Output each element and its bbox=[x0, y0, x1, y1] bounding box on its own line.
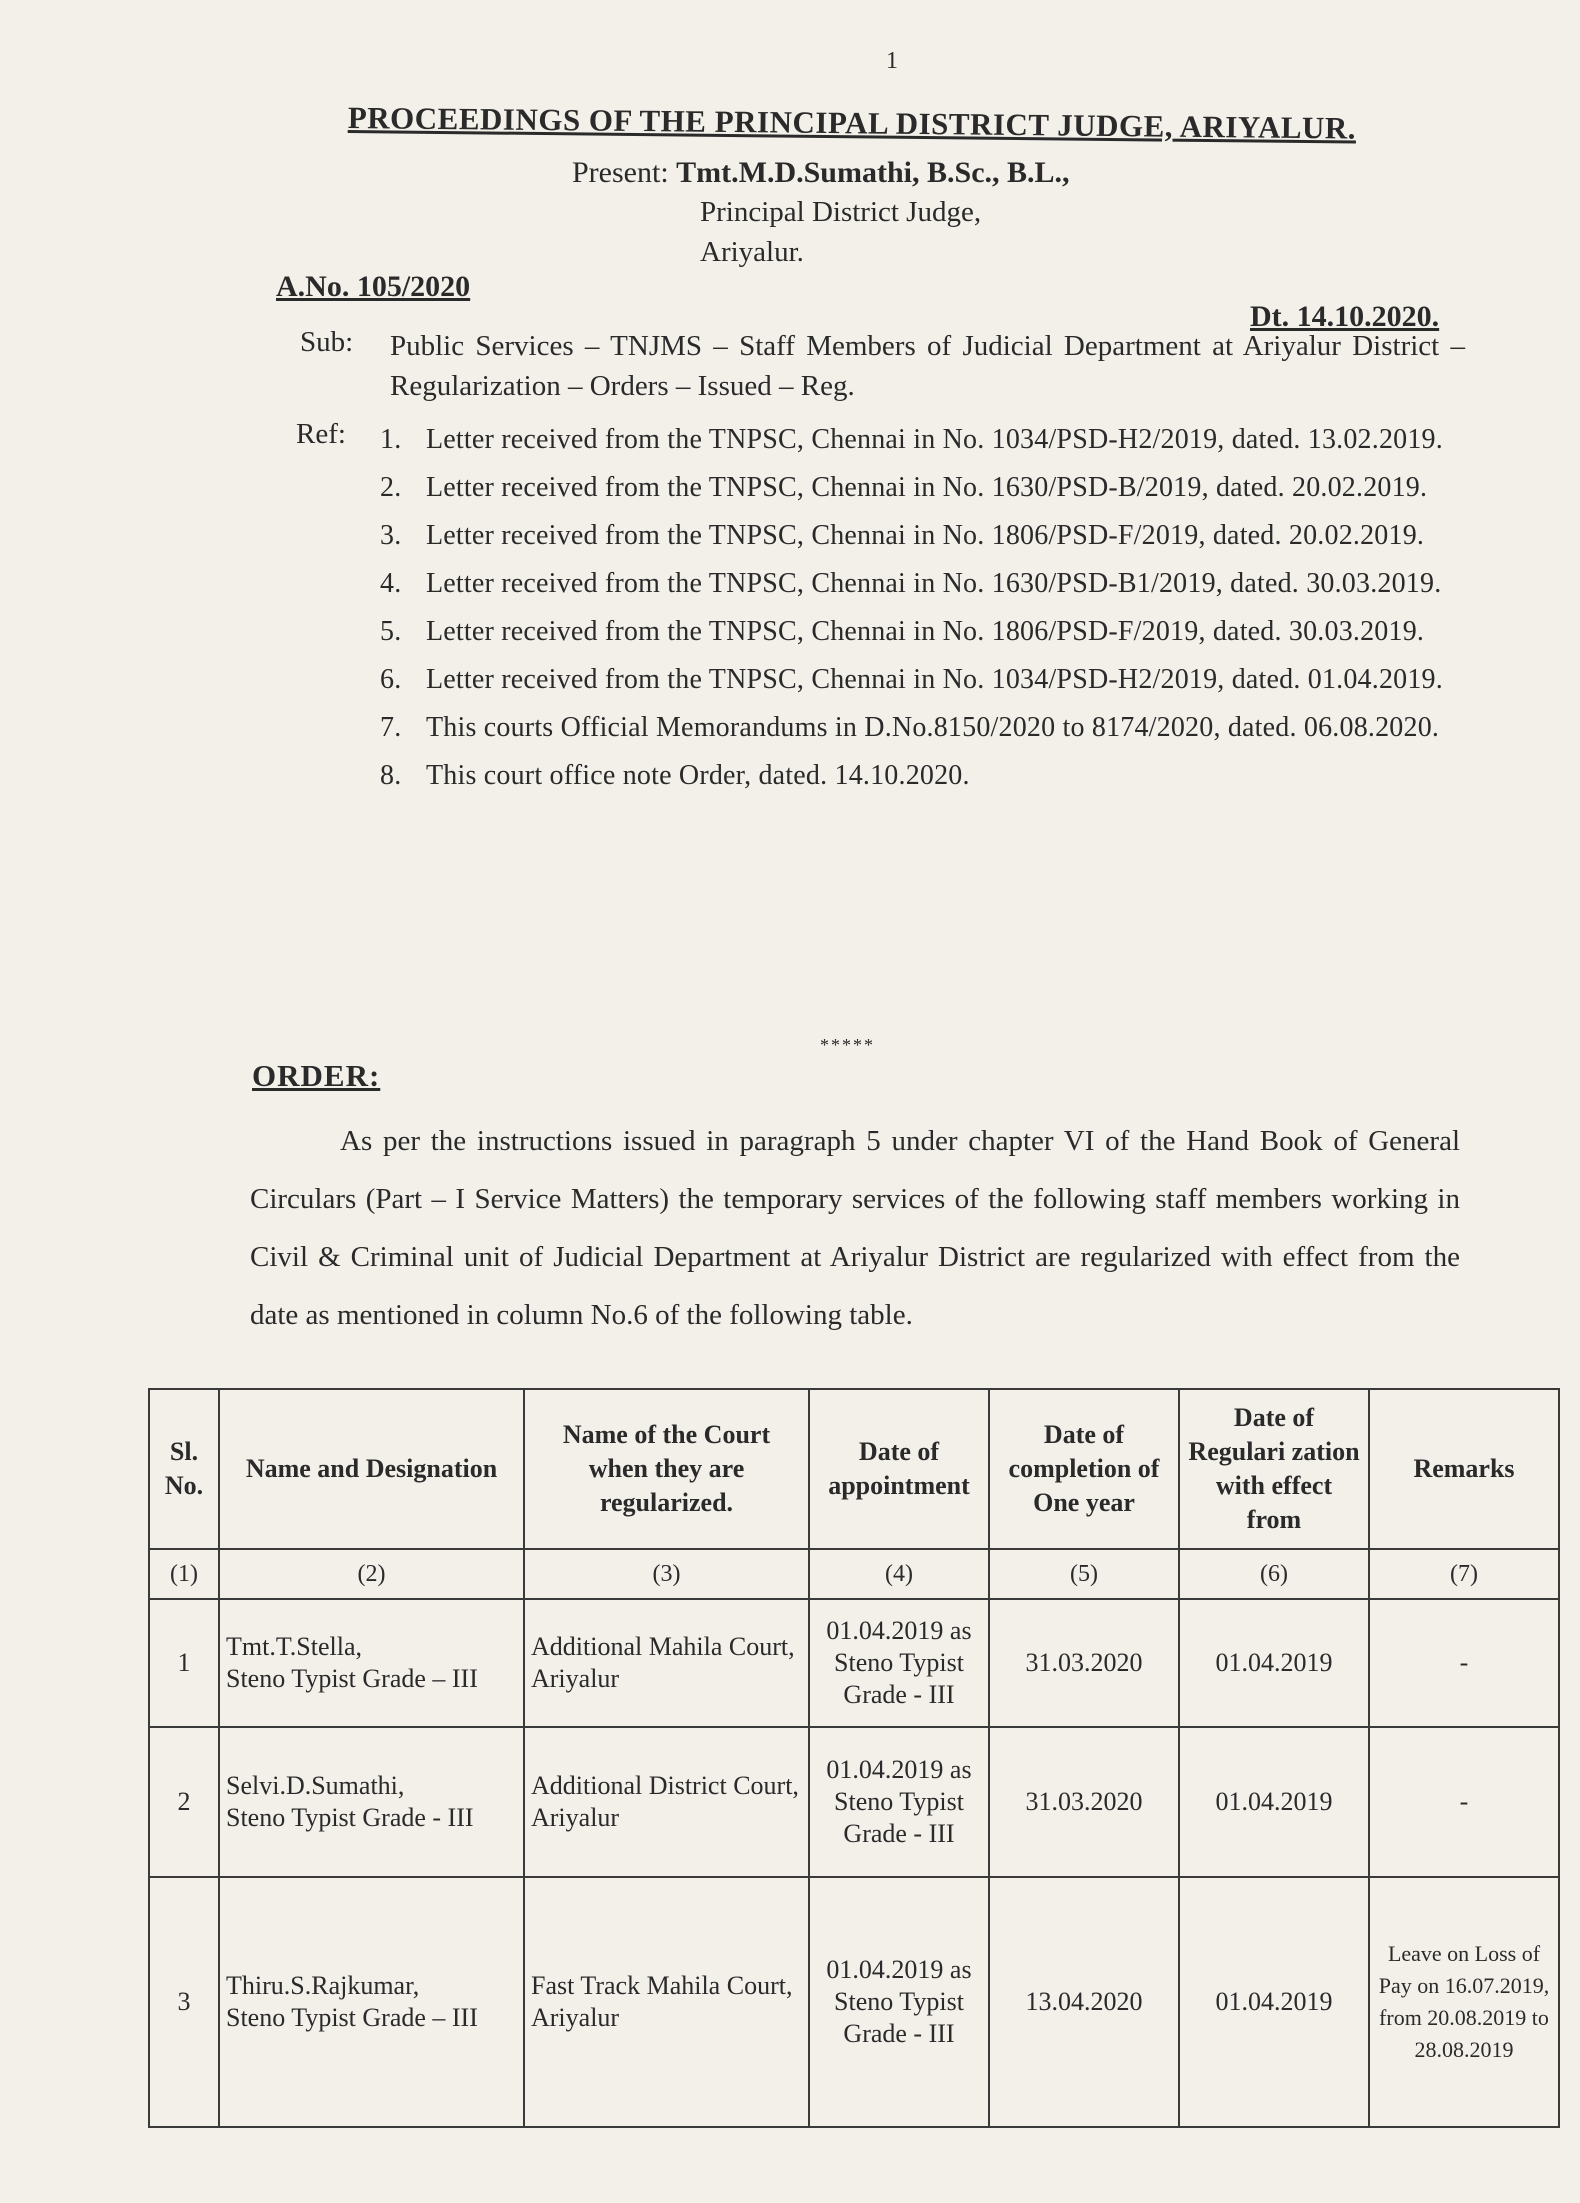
header-appointment: Date of appointment bbox=[809, 1389, 989, 1549]
page-number: 1 bbox=[886, 48, 898, 74]
reference-list bbox=[380, 424, 1450, 808]
header-sl-no: Sl. No. bbox=[149, 1389, 219, 1549]
subject-label: Sub: bbox=[300, 326, 354, 358]
cell-completion: 31.03.2020 bbox=[989, 1599, 1179, 1727]
present-label: Present: bbox=[572, 156, 669, 189]
reference-item: 8. This court office note Order, dated. 14.10.2020. bbox=[380, 760, 970, 791]
header-regularization: Date of Regulari zation with effect from bbox=[1179, 1389, 1369, 1549]
cell-sl: 3 bbox=[149, 1877, 219, 2127]
cell-regularization: 01.04.2019 bbox=[1179, 1877, 1369, 2127]
table-header-row bbox=[149, 1389, 1559, 1549]
table-row bbox=[149, 1877, 1559, 2127]
cell-court: Additional Mahila Court, Ariyalur bbox=[524, 1599, 809, 1727]
column-number: (6) bbox=[1179, 1549, 1369, 1599]
judge-designation: Principal District Judge, bbox=[700, 196, 982, 228]
document-title: PROCEEDINGS OF THE PRINCIPAL DISTRICT JUDGE, ARIYALUR. bbox=[347, 100, 1357, 146]
reference-label: Ref: bbox=[296, 418, 346, 450]
cell-name-designation: Selvi.D.Sumathi, Steno Typist Grade - III bbox=[219, 1727, 524, 1877]
header-completion: Date of completion of One year bbox=[989, 1389, 1179, 1549]
cell-sl: 2 bbox=[149, 1727, 219, 1877]
header-name-designation: Name and Designation bbox=[219, 1389, 524, 1549]
cell-remarks: Leave on Loss of Pay on 16.07.2019, from 20.08.2019 to 28.08.2019 bbox=[1369, 1877, 1559, 2127]
cell-name-designation: Thiru.S.Rajkumar, Steno Typist Grade – III bbox=[219, 1877, 524, 2127]
order-paragraph: As per the instructions issued in paragraph 5 under chapter VI of the Hand Book of General Circulars (Part – I Service Matters) the temporary services of the following staff members working in Civil & Criminal unit of Judicial Department at Ariyalur District are regularized with effect from the date as mentioned in column No.6 of the following table. bbox=[250, 1125, 1460, 1331]
cell-regularization: 01.04.2019 bbox=[1179, 1727, 1369, 1877]
column-number: (4) bbox=[809, 1549, 989, 1599]
order-heading: ORDER: bbox=[252, 1058, 381, 1093]
proceeding-number: A.No. 105/2020 bbox=[276, 270, 471, 303]
column-number: (3) bbox=[524, 1549, 809, 1599]
reference-item: 1. Letter received from the TNPSC, Chennai in No. 1034/PSD-H2/2019, dated. 13.02.2019. bbox=[380, 424, 1443, 455]
staff-table bbox=[148, 1388, 1560, 2128]
cell-regularization: 01.04.2019 bbox=[1179, 1599, 1369, 1727]
judge-place: Ariyalur. bbox=[700, 236, 804, 268]
cell-appointment: 01.04.2019 as Steno Typist Grade - III bbox=[809, 1599, 989, 1727]
cell-court: Additional District Court, Ariyalur bbox=[524, 1727, 809, 1877]
cell-sl: 1 bbox=[149, 1599, 219, 1727]
judge-name: Tmt.M.D.Sumathi, B.Sc., B.L., bbox=[676, 156, 1070, 189]
cell-remarks: - bbox=[1369, 1599, 1559, 1727]
header-remarks: Remarks bbox=[1369, 1389, 1559, 1549]
reference-item: 2. Letter received from the TNPSC, Chennai in No. 1630/PSD-B/2019, dated. 20.02.2019. bbox=[380, 472, 1428, 503]
table-row bbox=[149, 1727, 1559, 1877]
reference-item: 7. This courts Official Memorandums in D.No.8150/2020 to 8174/2020, dated. 06.08.2020. bbox=[380, 712, 1440, 743]
column-number: (5) bbox=[989, 1549, 1179, 1599]
header-court: Name of the Court when they are regularized. bbox=[524, 1389, 809, 1549]
reference-item: 4. Letter received from the TNPSC, Chennai in No. 1630/PSD-B1/2019, dated. 30.03.2019. bbox=[380, 568, 1442, 599]
reference-item: 6. Letter received from the TNPSC, Chennai in No. 1034/PSD-H2/2019, dated. 01.04.2019. bbox=[380, 664, 1443, 695]
cell-appointment: 01.04.2019 as Steno Typist Grade - III bbox=[809, 1877, 989, 2127]
column-number: (2) bbox=[219, 1549, 524, 1599]
table-row bbox=[149, 1599, 1559, 1727]
separator-stars: ***** bbox=[820, 1035, 875, 1055]
cell-completion: 31.03.2020 bbox=[989, 1727, 1179, 1877]
proceeding-date: Dt. 14.10.2020. bbox=[1250, 300, 1440, 333]
cell-appointment: 01.04.2019 as Steno Typist Grade - III bbox=[809, 1727, 989, 1877]
cell-court: Fast Track Mahila Court, Ariyalur bbox=[524, 1877, 809, 2127]
cell-name-designation: Tmt.T.Stella, Steno Typist Grade – III bbox=[219, 1599, 524, 1727]
reference-item: 5. Letter received from the TNPSC, Chennai in No. 1806/PSD-F/2019, dated. 30.03.2019. bbox=[380, 616, 1425, 647]
present-line bbox=[572, 156, 1070, 190]
column-number: (7) bbox=[1369, 1549, 1559, 1599]
reference-item: 3. Letter received from the TNPSC, Chennai in No. 1806/PSD-F/2019, dated. 20.02.2019. bbox=[380, 520, 1425, 551]
cell-remarks: - bbox=[1369, 1727, 1559, 1877]
cell-completion: 13.04.2020 bbox=[989, 1877, 1179, 2127]
column-number-row bbox=[149, 1549, 1559, 1599]
column-number: (1) bbox=[149, 1549, 219, 1599]
subject-text: Public Services – TNJMS – Staff Members of Judicial Department at Ariyalur District – Regularization – Orders – Issued – Reg. bbox=[390, 330, 1465, 402]
